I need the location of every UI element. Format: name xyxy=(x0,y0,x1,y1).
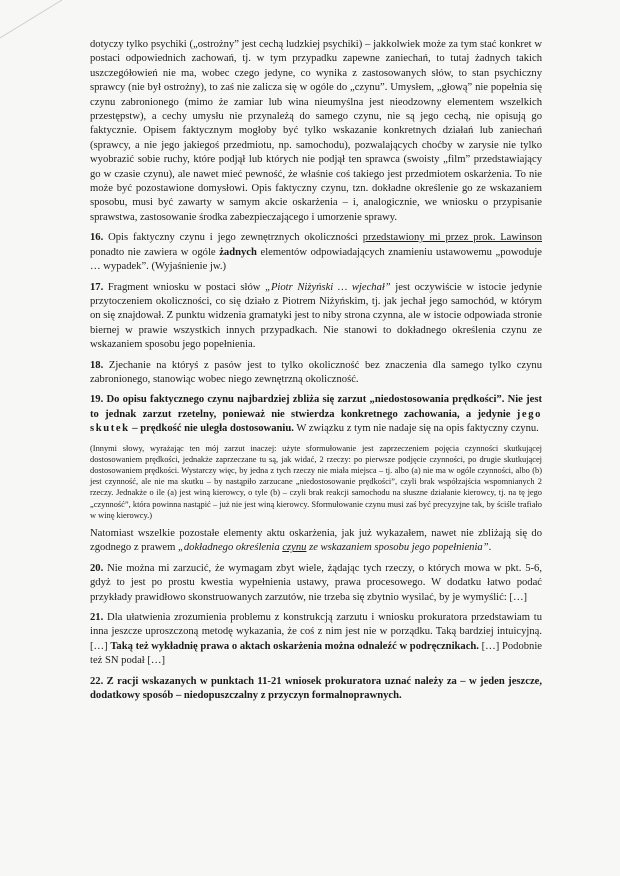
paragraph-text: Zjechanie na któryś z pasów jest to tylko okoliczność bez znaczenia dla samego tylko czynu zabronionego, stanowiąc wobec niego zewnętrzną okoliczność. xyxy=(90,359,542,385)
paragraph-16 xyxy=(90,231,542,274)
bold-text: 22. Z racji wskazanych w punktach 11-21 wniosek prokuratora uznać należy za – w jeden jeszcze, dodatkowy sposób – niedopuszczalny z przyczyn formalnoprawnych. xyxy=(90,675,542,702)
italic-quote: „Piotr Niżyński … wjechał” xyxy=(265,281,391,293)
paragraph-number: 20. xyxy=(90,562,104,574)
paragraph-text: . xyxy=(488,542,492,554)
parenthetical-note xyxy=(90,443,542,521)
paragraph-21 xyxy=(90,611,542,669)
italic-quote: „dokładnego określenia xyxy=(177,542,283,554)
bold-text: – prędkość nie uległa dostosowaniu. xyxy=(129,423,294,435)
italic-underlined-text: czynu xyxy=(282,542,307,554)
paragraph-20 xyxy=(90,562,542,605)
paragraph-text: Dla ułatwienia zrozumienia problemu z konstrukcją zarzutu i wniosku prokuratora przedstawiam tu inna jeszcze uproszczoną metodę wykazania, że coś z nim jest nie w porządku. Taką bardziej intuicyjną. […] xyxy=(90,612,542,652)
paragraph-continuation xyxy=(90,38,542,225)
paragraph-text: ponadto nie zawiera w ogóle xyxy=(90,246,220,258)
note-text: (Innymi słowy, wyrażając ten mój zarzut inaczej: użyte sformułowanie jest zaprzeczeniem pojęcia czynności skutkującej dostosowaniem prędkości, jednakże zaprzeczane tu są, jak widać, 2 rzeczy: po pierwsze podjęcie czynności, po drugie skutkującej dostosowaniem prędkości. Wystarczy więc, by jedna z tych rzeczy nie miała miejsca – tj. albo (a) nie ma w ogóle czynności, albo (b) jest czynność, ale nie ma skutku – by nastąpiło zarzucane „niedostosowanie prędkości”, czyli brak współzajścia wspomnianych 2 rzeczy. Jednakże o ile (a) jest winą kierowcy, o tyle (b) – czyli brak reakcji samochodu na słuszne działanie kierowcy, tj. na tę jego „czynność”, która powinna nastąpić – już nie jest winą kierowcy. Sformułowanie czynu musi zaś być precyzyjne tak, by ściśle trafiało w winę kierowcy.) xyxy=(90,443,542,520)
paragraph-22 xyxy=(90,675,542,704)
spaced-bold-text: jego skutek xyxy=(90,408,542,435)
scan-edge-line xyxy=(0,0,70,40)
paragraph-text: Nie można mi zarzucić, że wymagam zbyt wiele, żądając tych rzeczy, o których mowa w pkt. 5-6, gdyż to jest po prostu kwestia wypełnienia ustawy, prawa procesowego. W dodatku łatwo podać przykłady prawidłowo skonstruowanych zarzutów, nie trzeba się zbytnio wysilać, by je wymyślić: […] xyxy=(90,562,542,603)
italic-quote: ze wskazaniem sposobu jego popełnienia” xyxy=(306,542,489,554)
bold-text: Taką też wykładnię prawa o aktach oskarżenia można odnaleźć w podręcznikach. xyxy=(110,640,479,652)
paragraph-number: 18. xyxy=(90,359,104,371)
paragraph-text: […] Podobnie też SN podał […] xyxy=(90,640,542,667)
document-body xyxy=(90,38,542,709)
paragraph-number: 21. xyxy=(90,612,104,624)
paragraph-17 xyxy=(90,281,542,353)
paragraph-text: jest oczywiście w istocie jedynie przytoczeniem okoliczności, co się działo z Piotrem Niżyńskim, tj. jak jechał jego samochód, w którym on się znajdował. Z punktu widzenia gramatyki jest to niby strona czynna, ale w istocie odpowiada stronie biernej w prawie wszystkich innych przypadkach. Nie stanowi to dokładnego określenia czynu ze wskazaniem sposobu jego popełnienia. xyxy=(90,281,542,351)
paragraph-19 xyxy=(90,393,542,436)
paragraph-text: W związku z tym nie nadaje się na opis faktyczny czynu. xyxy=(293,423,539,435)
bold-text: żadnych xyxy=(219,246,257,258)
paragraph-text: Opis faktyczny czynu i jego zewnętrznych okoliczności xyxy=(103,232,363,244)
paragraph-text: elementów odpowiadających znamieniu ustawowemu „powoduje … wypadek”. (Wyjaśnienie jw.) xyxy=(90,246,543,273)
paragraph-number: 16. xyxy=(90,232,104,244)
bold-text: 19. Do opisu faktycznego czynu najbardziej zbliża się zarzut „niedostosowania prędkości”. Nie jest to jednak zarzut rzetelny, ponieważ nie stwierdza konkretnego zachowania, a jedynie xyxy=(90,394,542,420)
paragraph-18 xyxy=(90,359,542,388)
paragraph-text: Fragment wniosku w postaci słów xyxy=(103,281,266,293)
paragraph-summary xyxy=(90,527,542,556)
underlined-text: przedstawiony mi przez prok. Lawinson xyxy=(362,232,542,244)
paragraph-text: Natomiast wszelkie pozostałe elementy aktu oskarżenia, jak już wykazałem, nawet nie zbliżają się do zgodnego z prawem xyxy=(90,527,542,554)
paragraph-number: 17. xyxy=(90,281,104,293)
paragraph-text: dotyczy tylko psychiki („ostrożny” jest cechą ludzkiej psychiki) – jakkolwiek może za tym stać konkret w postaci odpowiednich zachowań, tj. w tym przypadku zapewne zaniechań, to tutaj żadnych takich uszczegółowień nie ma, wobec czego jedyne, co wynika z zastosowanych słów, to stan psychiczny sprawcy (nie był ostrożny), to zaś nie zalicza się w ogóle do „czynu”. Umysłem, „głową” nie popełnia się czynu zabronionego (mimo że zamiar lub wina nieumyślna jest nieodzowny elementem wszelkich przestępstw), a cechy umysłu nie przynależą do samego czynu, nie są jego cechą, nie opisują go faktycznie. Opisem faktycznym mogłoby być tylko wskazanie konkretnych działań lub zaniechań (sprawcy, a nie jego jakiegoś przedmiotu, np. samochodu), pozwalających choćby w zarysie nie tylko wyobrazić sobie ruchy, które podjął lub których nie podjął ten sprawca (swoisty „film” przedstawiający go w czasie czynu), ale nawet mieć pewność, że właśnie coś takiego jest przedmiotem oskarżenia. To nie może być pozostawione domysłowi. Opis faktyczny czynu, tzn. dokładne określenie go ze wskazaniem sposobu, musi być zawarty w samym akcie oskarżenia – i, analogicznie, we wniosku o przypisanie sprawstwa, zastosowanie środka zabezpieczającego i umorzenie sprawy. xyxy=(90,39,542,223)
